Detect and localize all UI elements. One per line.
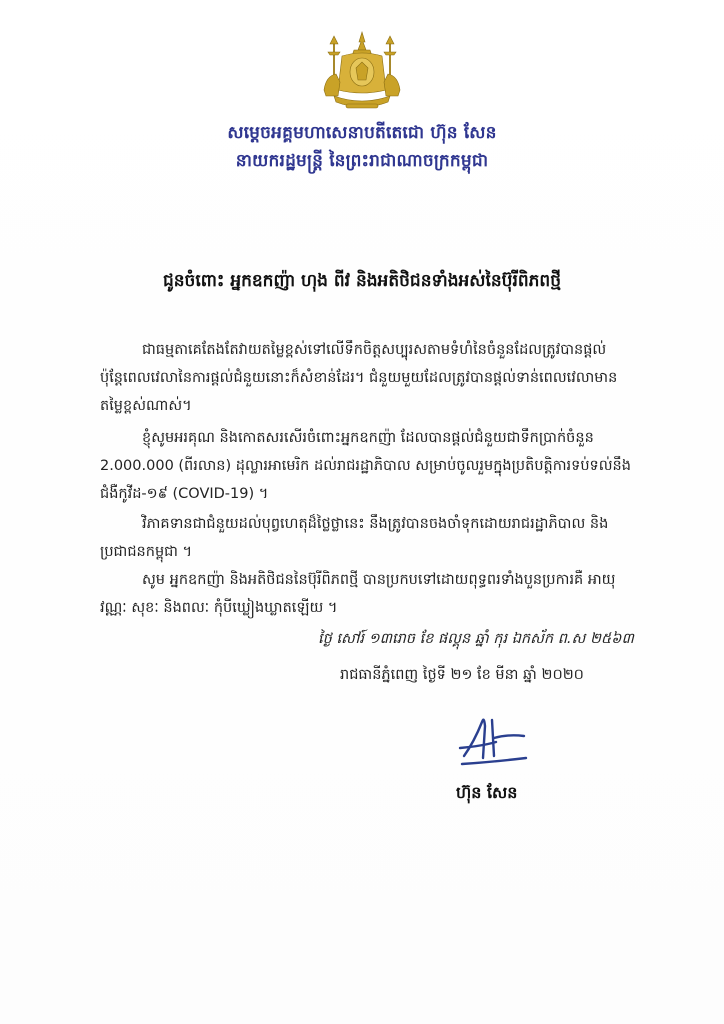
solar-date: រាជធានីភ្នំពេញ ថ្ងៃទី ២១ ខែ មីនា ឆ្នាំ ២០២០	[340, 667, 584, 683]
signature-icon	[452, 712, 532, 770]
paragraph-1: ជាធម្មតាគេតែងតែវាយតម្លៃខ្ពស់ទៅលើទឹកចិត្តសប្បុរសតាមទំហំនៃចំនួនដែលត្រូវបានផ្តល់ ប៉ុន្តែពេលវេលានៃការផ្តល់ជំនួយនោះក៏សំខាន់ដែរ។ ជំនួយមួយដែលត្រូវបានផ្តល់ទាន់ពេលវេលាមានតម្លៃខ្ពស់ណាស់។	[100, 342, 618, 414]
royal-coat-of-arms-icon	[316, 30, 408, 114]
lunar-date: ថ្ងៃ សៅរ៍ ១៣រោច ខែ ផល្គុន ឆ្នាំ កុរ ឯកស័ក ព.ស ២៥៦៣	[318, 631, 634, 647]
paragraph-4: សូម អ្នកឧកញ៉ា និងអតិថិជននៃប៊ុរីពិភពថ្មី បានប្រកបទៅដោយពុទ្ធពរទាំងបួនប្រការគឺ អាយុ វណ្ណៈ សុខៈ និងពលៈ កុំបីឃ្លៀងឃ្លាតឡើយ ។	[100, 572, 616, 616]
paragraph-3: វិភាគទានជាជំនួយដល់បុព្វហេតុដ៏ថ្លៃថ្លានេះ នឹងត្រូវបានចងចាំទុកដោយរាជរដ្ឋាភិបាល និងប្រជាជនកម្ពុជា ។	[100, 516, 609, 560]
recipient-line: ជូនចំពោះ អ្នកឧកញ៉ា ហុង ពីវ និងអតិថិជនទាំងអស់នៃប៊ុរីពិភពថ្មី	[162, 271, 562, 291]
header-subtitle: នាយករដ្ឋមន្ត្រី នៃព្រះរាជាណាចក្រកម្ពុជា	[235, 151, 489, 171]
paragraph-2: ខ្ញុំសូមអរគុណ និងកោតសរសើរចំពោះអ្នកឧកញ៉ា ដែលបានផ្តល់ជំនួយជាទឹកប្រាក់ចំនួន 2.000.000 (ពីរលាន) ដុល្លារអាមេរិក ដល់រាជរដ្ឋាភិបាល សម្រាប់ចូលរួមក្នុងប្រតិបត្តិការទប់ទល់នឹងជំងឺកូវីដ-១៩ (COVID-19) ។	[100, 430, 631, 502]
signer-name: ហ៊ុន សែន	[456, 783, 518, 802]
header-title: សម្តេចអគ្គមហាសេនាបតីតេជោ ហ៊ុន សែន	[227, 123, 497, 143]
